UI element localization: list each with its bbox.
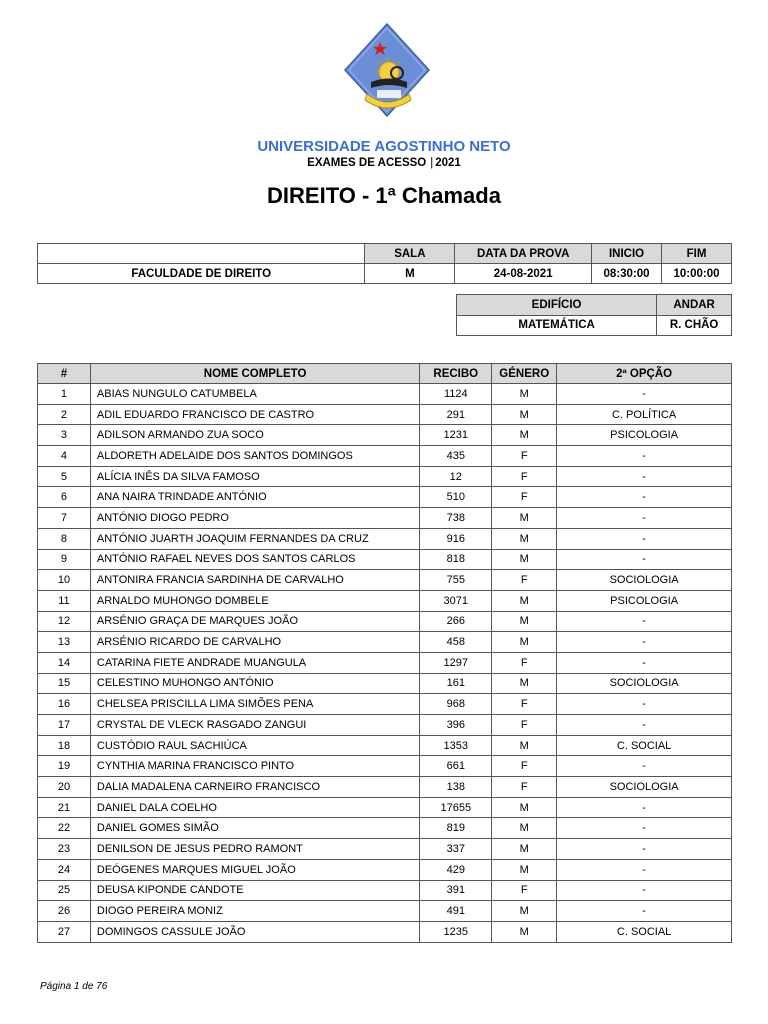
sala-value: M xyxy=(365,264,455,284)
table-row xyxy=(38,839,732,860)
student-number: 20 xyxy=(38,777,91,798)
students-body xyxy=(38,384,732,943)
student-name: ARSÉNIO GRAÇA DE MARQUES JOÃO xyxy=(90,611,419,632)
student-genero: M xyxy=(492,921,557,942)
student-recibo: 17655 xyxy=(420,797,492,818)
student-number: 19 xyxy=(38,756,91,777)
student-number: 1 xyxy=(38,384,91,405)
student-genero: F xyxy=(492,466,557,487)
table-row xyxy=(38,818,732,839)
student-segunda-opcao: - xyxy=(557,859,732,880)
student-segunda-opcao: - xyxy=(557,797,732,818)
student-segunda-opcao: - xyxy=(557,901,732,922)
table-row xyxy=(38,425,732,446)
student-name: DANIEL GOMES SIMÃO xyxy=(90,818,419,839)
student-recibo: 968 xyxy=(420,694,492,715)
student-genero: M xyxy=(492,425,557,446)
student-number: 18 xyxy=(38,735,91,756)
student-genero: M xyxy=(492,839,557,860)
student-name: DENILSON DE JESUS PEDRO RAMONT xyxy=(90,839,419,860)
student-recibo: 819 xyxy=(420,818,492,839)
student-segunda-opcao: - xyxy=(557,384,732,405)
student-recibo: 916 xyxy=(420,528,492,549)
table-row xyxy=(38,756,732,777)
student-number: 24 xyxy=(38,859,91,880)
student-segunda-opcao: - xyxy=(557,694,732,715)
student-name: DANIEL DALA COELHO xyxy=(90,797,419,818)
recibo-header: RECIBO xyxy=(420,364,492,384)
student-number: 4 xyxy=(38,446,91,467)
student-name: DEUSA KIPONDE CANDOTE xyxy=(90,880,419,901)
table-row xyxy=(38,404,732,425)
data-prova-value: 24-08-2021 xyxy=(455,264,592,284)
student-recibo: 12 xyxy=(420,466,492,487)
student-number: 16 xyxy=(38,694,91,715)
student-genero: F xyxy=(492,446,557,467)
student-name: ANTONIRA FRANCIA SARDINHA DE CARVALHO xyxy=(90,570,419,591)
student-number: 3 xyxy=(38,425,91,446)
table-row xyxy=(38,632,732,653)
fim-header: FIM xyxy=(662,244,732,264)
student-segunda-opcao: - xyxy=(557,549,732,570)
student-name: DOMINGOS CASSULE JOÃO xyxy=(90,921,419,942)
student-name: CUSTÓDIO RAUL SACHIÚCA xyxy=(90,735,419,756)
student-name: ANTÓNIO RAFAEL NEVES DOS SANTOS CARLOS xyxy=(90,549,419,570)
student-name: ARNALDO MUHONGO DOMBELE xyxy=(90,590,419,611)
table-row xyxy=(38,673,732,694)
student-number: 13 xyxy=(38,632,91,653)
edificio-header: EDIFÍCIO xyxy=(457,295,657,316)
student-genero: M xyxy=(492,632,557,653)
student-segunda-opcao: PSICOLOGIA xyxy=(557,425,732,446)
student-genero: M xyxy=(492,590,557,611)
student-genero: M xyxy=(492,404,557,425)
table-row xyxy=(38,384,732,405)
student-name: DIOGO PEREIRA MONIZ xyxy=(90,901,419,922)
student-segunda-opcao: - xyxy=(557,632,732,653)
table-row xyxy=(38,652,732,673)
student-genero: M xyxy=(492,901,557,922)
inicio-header: INICIO xyxy=(592,244,662,264)
student-number: 23 xyxy=(38,839,91,860)
table-row xyxy=(38,508,732,529)
fim-value: 10:00:00 xyxy=(662,264,732,284)
student-segunda-opcao: - xyxy=(557,839,732,860)
student-number: 27 xyxy=(38,921,91,942)
location-value-row xyxy=(457,315,732,336)
student-recibo: 1297 xyxy=(420,652,492,673)
student-recibo: 818 xyxy=(420,549,492,570)
student-number: 8 xyxy=(38,528,91,549)
student-segunda-opcao: SOCIOLOGIA xyxy=(557,777,732,798)
student-segunda-opcao: SOCIOLOGIA xyxy=(557,673,732,694)
student-recibo: 396 xyxy=(420,715,492,736)
student-recibo: 661 xyxy=(420,756,492,777)
table-row xyxy=(38,735,732,756)
student-recibo: 491 xyxy=(420,901,492,922)
table-row xyxy=(38,921,732,942)
student-segunda-opcao: PSICOLOGIA xyxy=(557,590,732,611)
student-name: ANTÓNIO JUARTH JOAQUIM FERNANDES DA CRUZ xyxy=(90,528,419,549)
data-prova-header: DATA DA PROVA xyxy=(455,244,592,264)
student-number: 22 xyxy=(38,818,91,839)
andar-header: ANDAR xyxy=(657,295,732,316)
student-genero: F xyxy=(492,570,557,591)
student-number: 15 xyxy=(38,673,91,694)
students-header-row xyxy=(38,364,732,384)
student-number: 11 xyxy=(38,590,91,611)
student-name: CYNTHIA MARINA FRANCISCO PINTO xyxy=(90,756,419,777)
student-segunda-opcao: - xyxy=(557,715,732,736)
student-name: ADIL EDUARDO FRANCISCO DE CASTRO xyxy=(90,404,419,425)
student-genero: M xyxy=(492,797,557,818)
student-genero: M xyxy=(492,611,557,632)
student-name: ANA NAIRA TRINDADE ANTÓNIO xyxy=(90,487,419,508)
student-segunda-opcao: - xyxy=(557,611,732,632)
student-recibo: 1231 xyxy=(420,425,492,446)
table-row xyxy=(38,859,732,880)
table-row xyxy=(38,880,732,901)
exam-info-blank-header xyxy=(38,244,365,264)
student-number: 6 xyxy=(38,487,91,508)
sala-header: SALA xyxy=(365,244,455,264)
student-genero: F xyxy=(492,777,557,798)
student-recibo: 391 xyxy=(420,880,492,901)
table-row xyxy=(38,797,732,818)
location-header-row xyxy=(457,295,732,316)
student-number: 9 xyxy=(38,549,91,570)
student-genero: M xyxy=(492,673,557,694)
student-segunda-opcao: - xyxy=(557,508,732,529)
exam-label: EXAMES DE ACESSO xyxy=(307,157,427,169)
student-name: CRYSTAL DE VLECK RASGADO ZANGUI xyxy=(90,715,419,736)
student-genero: M xyxy=(492,384,557,405)
student-genero: M xyxy=(492,528,557,549)
student-segunda-opcao: - xyxy=(557,756,732,777)
student-genero: F xyxy=(492,487,557,508)
table-row xyxy=(38,549,732,570)
exam-info-value-row xyxy=(38,264,732,284)
student-recibo: 738 xyxy=(420,508,492,529)
student-segunda-opcao: - xyxy=(557,818,732,839)
students-table xyxy=(37,363,732,943)
table-row xyxy=(38,570,732,591)
student-number: 5 xyxy=(38,466,91,487)
edificio-value: MATEMÁTICA xyxy=(457,315,657,336)
student-genero: M xyxy=(492,735,557,756)
student-segunda-opcao: - xyxy=(557,466,732,487)
table-row xyxy=(38,590,732,611)
student-name: CATARINA FIETE ANDRADE MUANGULA xyxy=(90,652,419,673)
segunda-opcao-header: 2ª OPÇÃO xyxy=(557,364,732,384)
student-segunda-opcao: C. POLÍTICA xyxy=(557,404,732,425)
student-recibo: 161 xyxy=(420,673,492,694)
student-number: 26 xyxy=(38,901,91,922)
student-segunda-opcao: - xyxy=(557,652,732,673)
exam-info-header-row xyxy=(38,244,732,264)
student-number: 2 xyxy=(38,404,91,425)
table-row xyxy=(38,715,732,736)
exam-subtitle xyxy=(0,157,768,169)
student-segunda-opcao: - xyxy=(557,446,732,467)
student-segunda-opcao: - xyxy=(557,528,732,549)
student-name: DEÓGENES MARQUES MIGUEL JOÃO xyxy=(90,859,419,880)
genero-header: GÉNERO xyxy=(492,364,557,384)
student-recibo: 755 xyxy=(420,570,492,591)
exam-info-table xyxy=(37,243,732,284)
student-segunda-opcao: C. SOCIAL xyxy=(557,735,732,756)
student-genero: M xyxy=(492,508,557,529)
table-row xyxy=(38,446,732,467)
table-row xyxy=(38,777,732,798)
student-number: 12 xyxy=(38,611,91,632)
student-name: CHELSEA PRISCILLA LIMA SIMÕES PENA xyxy=(90,694,419,715)
student-name: DALIA MADALENA CARNEIRO FRANCISCO xyxy=(90,777,419,798)
name-header: NOME COMPLETO xyxy=(90,364,419,384)
table-row xyxy=(38,901,732,922)
student-number: 17 xyxy=(38,715,91,736)
student-number: 7 xyxy=(38,508,91,529)
student-recibo: 3071 xyxy=(420,590,492,611)
table-row xyxy=(38,694,732,715)
student-recibo: 1353 xyxy=(420,735,492,756)
student-name: ALÍCIA INÊS DA SILVA FAMOSO xyxy=(90,466,419,487)
student-recibo: 1124 xyxy=(420,384,492,405)
student-recibo: 1235 xyxy=(420,921,492,942)
student-name: ABIAS NUNGULO CATUMBELA xyxy=(90,384,419,405)
student-number: 14 xyxy=(38,652,91,673)
page-title: DIREITO - 1ª Chamada xyxy=(267,183,501,208)
table-row xyxy=(38,466,732,487)
student-recibo: 266 xyxy=(420,611,492,632)
location-table xyxy=(456,294,732,336)
student-genero: F xyxy=(492,652,557,673)
student-recibo: 510 xyxy=(420,487,492,508)
exam-separator: | xyxy=(430,157,434,169)
student-recibo: 291 xyxy=(420,404,492,425)
student-recibo: 429 xyxy=(420,859,492,880)
student-name: ARSÉNIO RICARDO DE CARVALHO xyxy=(90,632,419,653)
student-recibo: 138 xyxy=(420,777,492,798)
faculty-name: FACULDADE DE DIREITO xyxy=(38,264,365,284)
student-recibo: 337 xyxy=(420,839,492,860)
student-genero: M xyxy=(492,818,557,839)
student-genero: F xyxy=(492,715,557,736)
number-header: # xyxy=(38,364,91,384)
student-name: ANTÓNIO DIOGO PEDRO xyxy=(90,508,419,529)
student-recibo: 458 xyxy=(420,632,492,653)
student-genero: M xyxy=(492,549,557,570)
student-name: ALDORETH ADELAIDE DOS SANTOS DOMINGOS xyxy=(90,446,419,467)
page-number: Página 1 de 76 xyxy=(40,981,108,992)
student-segunda-opcao: SOCIOLOGIA xyxy=(557,570,732,591)
university-emblem-icon xyxy=(337,20,437,120)
student-segunda-opcao: C. SOCIAL xyxy=(557,921,732,942)
andar-value: R. CHÃO xyxy=(657,315,732,336)
table-row xyxy=(38,611,732,632)
student-number: 21 xyxy=(38,797,91,818)
student-number: 25 xyxy=(38,880,91,901)
student-name: CELESTINO MUHONGO ANTÓNIO xyxy=(90,673,419,694)
student-name: ADILSON ARMANDO ZUA SOCO xyxy=(90,425,419,446)
student-number: 10 xyxy=(38,570,91,591)
university-name: UNIVERSIDADE AGOSTINHO NETO xyxy=(257,138,511,155)
exam-year: 2021 xyxy=(435,157,461,169)
student-genero: F xyxy=(492,880,557,901)
student-recibo: 435 xyxy=(420,446,492,467)
inicio-value: 08:30:00 xyxy=(592,264,662,284)
student-genero: F xyxy=(492,756,557,777)
student-segunda-opcao: - xyxy=(557,487,732,508)
table-row xyxy=(38,528,732,549)
student-genero: M xyxy=(492,859,557,880)
table-row xyxy=(38,487,732,508)
student-genero: F xyxy=(492,694,557,715)
student-segunda-opcao: - xyxy=(557,880,732,901)
